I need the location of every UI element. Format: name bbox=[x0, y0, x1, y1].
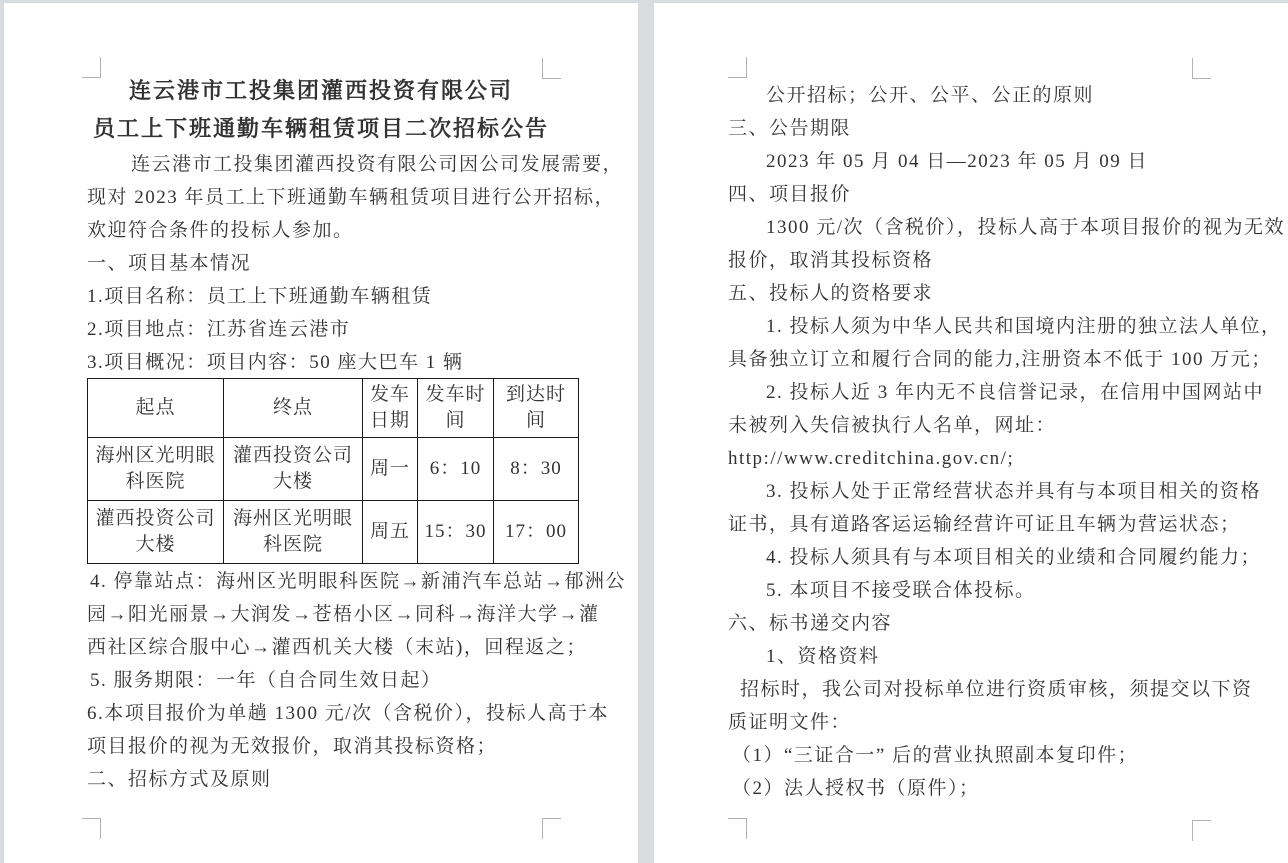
text-line: 具备独立订立和履行合同的能力,注册资本不低于 100 万元； bbox=[728, 349, 1272, 370]
text-line: 招标时，我公司对投标单位进行资质审核，须提交以下资 bbox=[740, 679, 1253, 700]
margin-crop-mark-bottom-right bbox=[1192, 820, 1211, 841]
margin-crop-mark-top-right bbox=[1192, 58, 1211, 79]
text-line: 报价，取消其投标资格 bbox=[728, 250, 934, 271]
page2-text-block bbox=[728, 79, 1286, 805]
list-item-project-location: 2.项目地点：江苏省连云港市 bbox=[87, 319, 351, 340]
list-item-service-term: 5. 服务期限：一年（自合同生效日起） bbox=[90, 670, 442, 691]
table-cell: 15：30 bbox=[418, 501, 494, 564]
table-cell: 周五 bbox=[363, 501, 418, 564]
section-heading-4: 四、项目报价 bbox=[728, 184, 852, 205]
list-item-document-2: （2）法人授权书（原件）； bbox=[732, 778, 980, 799]
margin-crop-mark-bottom-right bbox=[542, 818, 561, 839]
list-item-stops: 4. 停靠站点：海州区光明眼科医院→新浦汽车总站→郁洲公 bbox=[90, 571, 627, 592]
table-cell: 周一 bbox=[363, 438, 418, 501]
page1-lower-text-block bbox=[87, 565, 627, 796]
section-heading-2: 二、招标方式及原则 bbox=[87, 769, 272, 790]
table-cell: 灌西投资公司大楼 bbox=[88, 501, 224, 564]
margin-crop-mark-bottom-left bbox=[728, 818, 747, 839]
text-line: 未被列入失信被执行人名单，网址： bbox=[728, 415, 1057, 436]
list-item-qualification-3: 3. 投标人处于正常经营状态并具有与本项目相关的资格 bbox=[766, 481, 1262, 502]
text-line: 证书，具有道路客运运输经营许可证且车辆为营运状态； bbox=[728, 514, 1241, 535]
table-header-cell-destination: 终点 bbox=[224, 379, 363, 438]
section-heading-5: 五、投标人的资格要求 bbox=[728, 283, 934, 304]
list-item-qualification-5: 5. 本项目不接受联合体投标。 bbox=[766, 580, 1036, 601]
list-item-document-1: （1）“三证合一” 后的营业执照副本复印件； bbox=[732, 745, 1139, 766]
list-item-project-name: 1.项目名称：员工上下班通勤车辆租赁 bbox=[87, 286, 433, 307]
text-line: 现对 2023 年员工上下班通勤车辆租赁项目进行公开招标， bbox=[87, 187, 616, 208]
table-cell: 海州区光明眼科医院 bbox=[88, 438, 224, 501]
list-item-price: 6.本项目报价为单趟 1300 元/次（含税价），投标人高于本 bbox=[87, 703, 610, 724]
text-line: 园→阳光丽景→大润发→苍梧小区→同科→海洋大学→灌 bbox=[87, 604, 600, 625]
document-title-line-2: 员工上下班通勤车辆租赁项目二次招标公告 bbox=[92, 116, 549, 141]
text-line-credit-url: http://www.creditchina.gov.cn/; bbox=[728, 448, 1015, 469]
text-line: 1300 元/次（含税价），投标人高于本项目报价的视为无效 bbox=[766, 217, 1286, 238]
text-line: 1、资格资料 bbox=[766, 646, 880, 667]
text-line: 连云港市工投集团灌西投资有限公司因公司发展需要， bbox=[131, 154, 624, 175]
text-line: 项目报价的视为无效报价，取消其投标资格； bbox=[87, 736, 498, 757]
page-gap bbox=[638, 0, 654, 863]
document-title-line-1: 连云港市工投集团灌西投资有限公司 bbox=[128, 78, 513, 103]
text-line: 西社区综合服中心→灌西机关大楼（末站)，回程返之； bbox=[87, 637, 587, 658]
schedule-table bbox=[87, 378, 579, 564]
table-header-cell-arrival-time: 到达时间 bbox=[494, 379, 579, 438]
table-cell: 17：00 bbox=[494, 501, 579, 564]
table-header-cell-departure-time: 发车时间 bbox=[418, 379, 494, 438]
document-page-2[interactable] bbox=[654, 3, 1288, 863]
list-item-project-overview: 3.项目概况：项目内容：50 座大巴车 1 辆 bbox=[87, 352, 464, 373]
table-header-row bbox=[88, 379, 579, 438]
table-cell: 8：30 bbox=[494, 438, 579, 501]
text-line: 质证明文件： bbox=[728, 712, 852, 733]
table-row bbox=[88, 438, 579, 501]
margin-crop-mark-bottom-left bbox=[82, 818, 101, 839]
table-cell: 6：10 bbox=[418, 438, 494, 501]
text-line: 公开招标；公开、公平、公正的原则 bbox=[766, 85, 1095, 106]
text-line: 欢迎符合条件的投标人参加。 bbox=[87, 220, 354, 241]
text-line-announcement-period: 2023 年 05 月 04 日—2023 年 05 月 09 日 bbox=[766, 151, 1149, 172]
table-row bbox=[88, 501, 579, 564]
section-heading-1: 一、项目基本情况 bbox=[87, 253, 252, 274]
list-item-qualification-4: 4. 投标人须具有与本项目相关的业绩和合同履约能力； bbox=[766, 547, 1262, 568]
table-header-cell-origin: 起点 bbox=[88, 379, 224, 438]
table-cell: 灌西投资公司大楼 bbox=[224, 438, 363, 501]
list-item-qualification-2: 2. 投标人近 3 年内无不良信誉记录，在信用中国网站中 bbox=[766, 382, 1265, 403]
list-item-qualification-1: 1. 投标人须为中华人民共和国境内注册的独立法人单位， bbox=[766, 316, 1282, 337]
document-page-1[interactable] bbox=[4, 3, 638, 863]
section-heading-3: 三、公告期限 bbox=[728, 118, 852, 139]
table-header-cell-departure-day: 发车日期 bbox=[363, 379, 418, 438]
margin-crop-mark-top-left bbox=[728, 57, 747, 78]
section-heading-6: 六、标书递交内容 bbox=[728, 613, 893, 634]
table-cell: 海州区光明眼科医院 bbox=[224, 501, 363, 564]
page1-upper-text-block bbox=[87, 148, 624, 379]
